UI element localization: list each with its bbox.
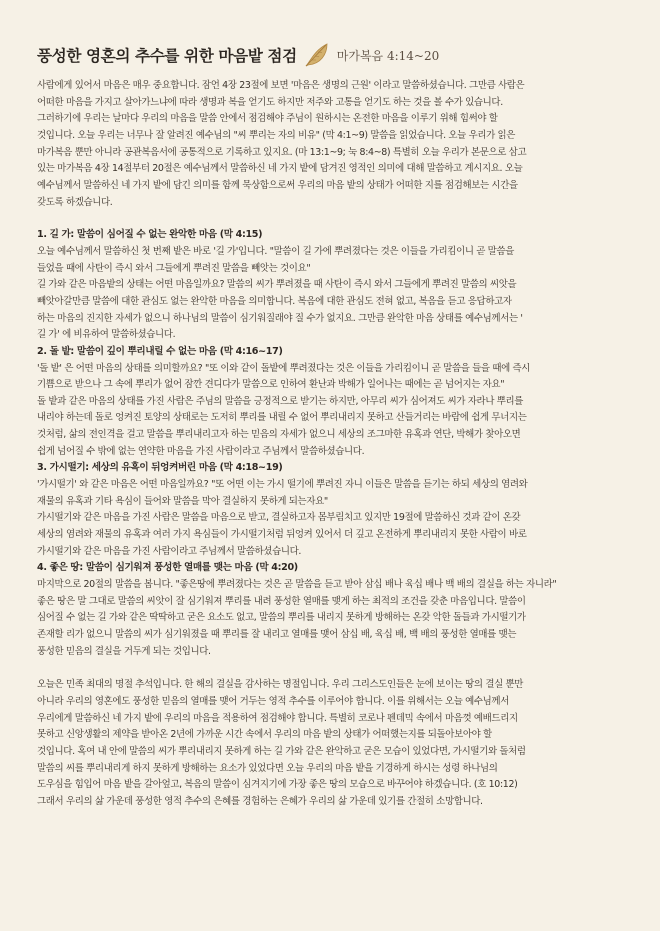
intro-line: 어떠한 마음을 가지고 살아가느냐에 따라 생명과 복을 얻기도 하지만 저주와 고통을 얻기도 하는 것을 볼 수가 있습니다.	[37, 96, 503, 108]
section-line: 들었을 때에 사탄이 즉시 와서 그들에게 뿌려진 말씀을 빼앗는 것이요"	[37, 262, 311, 274]
section-line: 돌 밭과 같은 마음의 상태를 가진 사람은 주님의 말씀을 긍정적으로 받기는 하지만, 아무리 씨가 심어져도 씨가 자라나 뿌리를	[37, 395, 524, 407]
intro-line: 마가복음 뿐만 아니라 공관복음서에 공통적으로 기록하고 있지요. (마 13:1~9; 눅 8:4~8) 특별히 오늘 우리가 본문으로 삼고	[37, 146, 527, 158]
closing-line: 도우심을 힘입어 마음 밭을 갈아엎고, 복음의 말씀이 심겨지기에 가장 좋은 땅의 모습으로 바꾸어야 하겠습니다. (호 10:12)	[37, 779, 518, 791]
section-line: 가시떨기와 같은 마음을 가진 사람은 말씀을 마음으로 받고, 결실하고자 몸부림치고 있지만 19절에 말씀하신 것과 같이 온갖	[37, 512, 521, 524]
section-line: 재물의 유혹과 기타 욕심이 들어와 말씀을 막아 결실하지 못하게 되는자요"	[37, 495, 328, 507]
section-heading: 2. 돌 밭: 말씀이 깊이 뿌리내릴 수 없는 마음 (막 4:16~17)	[37, 345, 283, 357]
section-line: 빼앗아갈만큼 말씀에 대한 관심도 없는 완악한 마음을 의미합니다. 복음에 대한 관심도 전혀 없고, 복음을 듣고 응답하고자	[37, 295, 512, 307]
section-good-soil	[37, 560, 626, 660]
section-line: 심어질 수 없는 길 가와 같은 딱딱하고 굳은 요소도 없고, 말씀의 뿌리를 내리지 못하게 방해하는 온갖 악한 돌들과 가시떨기가	[37, 612, 526, 624]
spacer	[37, 660, 626, 677]
section-line: 세상의 염려와 재물의 유혹과 여러 가지 욕심들이 가시떨기처럼 뒤엉켜 있어서 더 깊고 온전하게 뿌리내리지 못한 사람이 바로	[37, 529, 527, 541]
section-line: 기쁨으로 받으나 그 속에 뿌리가 없어 잠깐 견디다가 말씀으로 인하여 환난과 박해가 일어나는 때에는 곧 넘어지는 자요"	[37, 379, 505, 391]
section-line: 하는 마음의 진지한 자세가 없으니 하나님의 말씀이 심기워질래야 질 수가 없지요. 그만큼 완악한 마음 상태를 예수님께서는 '	[37, 312, 523, 324]
intro-line: 그러하기에 우리는 날마다 우리의 마음을 말씀 안에서 점검해야 주님이 원하시는 온전한 마음을 이루기 위해 힘써야 할	[37, 113, 498, 125]
closing-line: 우리에게 말씀하신 네 가지 밭에 우리의 마음을 적용하여 점검해야 합니다. 특별히 코로나 펜데믹 속에서 마음껏 예배드리지	[37, 712, 518, 724]
section-line: 오늘 예수님께서 말씀하신 첫 번째 밭은 바로 '길 가'입니다. "말씀이 길 가에 뿌려졌다는 것은 이들을 가리킴이니 곧 말씀을	[37, 245, 514, 257]
intro-line: 갖도록 하겠습니다.	[37, 196, 113, 208]
section-line: 풍성한 믿음의 결실을 거두게 되는 것입니다.	[37, 645, 211, 657]
section-heading: 1. 길 가: 말씀이 심어질 수 없는 완악한 마음 (막 4:15)	[37, 229, 263, 241]
intro-line: 예수님께서 말씀하신 네 가지 밭에 담긴 의미를 함께 묵상함으로써 우리의 마음 밭의 상태가 어떠한 지를 점검해보는 시간을	[37, 179, 518, 191]
intro-paragraph	[37, 78, 626, 211]
intro-line: 것입니다. 오늘 우리는 너무나 잘 알려진 예수님의 "씨 뿌리는 자의 비유" (막 4:1~9) 말씀을 읽었습니다. 오늘 우리가 읽은	[37, 129, 516, 141]
leaf-icon	[303, 42, 331, 68]
closing-paragraph	[37, 677, 626, 810]
spacer	[37, 211, 626, 227]
intro-line: 사람에게 있어서 마음은 매우 중요합니다. 잠언 4장 23절에 보면 '마음은 생명의 근원' 이라고 말씀하셨습니다. 그만큼 사람은	[37, 80, 525, 91]
section-line: 길 가와 같은 마음밭의 상태는 어떤 마음일까요? 말씀의 씨가 뿌려졌을 때 사탄이 즉시 와서 그들에게 뿌려진 말씀의 씨앗을	[37, 279, 517, 291]
section-wayside	[37, 227, 626, 344]
section-line: 내리야 하는데 돌로 엉켜진 토양의 상태로는 도저히 뿌리를 내릴 수 없어 뿌리내리지 못하고 산들거리는 바람에 쉽게 무너지는	[37, 412, 527, 424]
section-line: 쉽게 넘어질 수 밖에 없는 연약한 마음을 가진 사람이라고 주님께서 말씀하셨습니다.	[37, 445, 365, 457]
header	[37, 40, 626, 66]
section-line: 것처럼, 삶의 전인격을 걸고 말씀을 뿌리내리고자 하는 믿음의 자세가 없으니 세상의 조그마한 유혹과 연단, 박해가 찾아오면	[37, 429, 521, 441]
scripture-reference: 마가복음 4:14~20	[336, 49, 440, 63]
closing-line: 것입니다. 혹여 내 안에 말씀의 씨가 뿌리내리지 못하게 하는 길 가와 같은 완악하고 굳은 모습이 있었다면, 가시떨기와 돌처럼	[37, 745, 526, 757]
intro-line: 있는 마가복음 4장 14절부터 20절은 예수님께서 말씀하신 네 가지 밭에 담겨진 영적인 의미에 대해 말씀하고 계시지요. 오늘	[37, 163, 523, 175]
closing-line: 못하고 신앙생활의 제약을 받아온 2년에 가까운 시간 속에서 우리의 마음 밭의 상태가 어떠했는지를 되돌아보아야 할	[37, 729, 492, 741]
section-line: 마지막으로 20절의 말씀을 봅니다. "좋은땅에 뿌려졌다는 것은 곧 말씀을 듣고 받아 삼십 배나 육십 배나 백 배의 결실을 하는 자니라"	[37, 579, 557, 591]
section-thorns	[37, 460, 626, 560]
section-rocky-ground	[37, 344, 626, 461]
section-line: 가시떨기와 같은 마음을 가진 사람이라고 주님께서 말씀하셨습니다.	[37, 545, 302, 557]
section-heading: 4. 좋은 땅: 말씀이 심기워져 풍성한 열매를 맺는 마음 (막 4:20)	[37, 562, 298, 574]
section-heading: 3. 가시떨기: 세상의 유혹이 뒤엉켜버린 마음 (막 4:18~19)	[37, 462, 283, 474]
section-line: '가시떨기' 와 같은 마음은 어떤 마음일까요? "또 어떤 이는 가시 떨기에 뿌려진 자니 이들은 말씀을 듣기는 하되 세상의 염려와	[37, 479, 528, 491]
section-line: 좋은 땅은 말 그대로 말씀의 씨앗이 잘 심기워져 뿌리를 내려 풍성한 열매를 맺게 하는 최적의 조건을 갖춘 마음입니다. 말씀이	[37, 595, 526, 607]
closing-line: 아니라 우리의 영혼에도 풍성한 믿음의 열매를 맺어 거두는 영적 추수를 이루어야 합니다. 이를 위해서는 오늘 예수님께서	[37, 695, 509, 707]
closing-line: 오늘은 민족 최대의 명절 추석입니다. 한 해의 결실을 감사하는 명절입니다. 우리 그리스도인들은 눈에 보이는 땅의 결실 뿐만	[37, 679, 524, 691]
section-line: '돌 밭' 은 어떤 마음의 상태를 의미할까요? "또 이와 같이 돌밭에 뿌려졌다는 것은 이들을 가리킴이니 곧 말씀을 들을 때에 즉시	[37, 362, 531, 374]
page-title: 풍성한 영혼의 추수를 위한 마음밭 점검	[37, 46, 297, 65]
closing-line: 말씀의 씨를 뿌리내리게 하지 못하게 방해하는 요소가 있었다면 오늘 우리의 마음 밭을 기경하게 하시는 성령 하나님의	[37, 762, 498, 774]
section-line: 길 가' 에 비유하여 말씀하셨습니다.	[37, 329, 176, 341]
closing-line: 그래서 우리의 삶 가운데 풍성한 영적 추수의 은혜를 경험하는 은혜가 우리의 삶 가운데 있기를 간절히 소망합니다.	[37, 795, 483, 807]
section-line: 존재할 리가 없으니 말씀의 씨가 심기워졌을 때 뿌리를 잘 내리고 열매를 맺어 삼십 배, 육십 배, 백 배의 풍성한 열매를 맺는	[37, 629, 517, 640]
